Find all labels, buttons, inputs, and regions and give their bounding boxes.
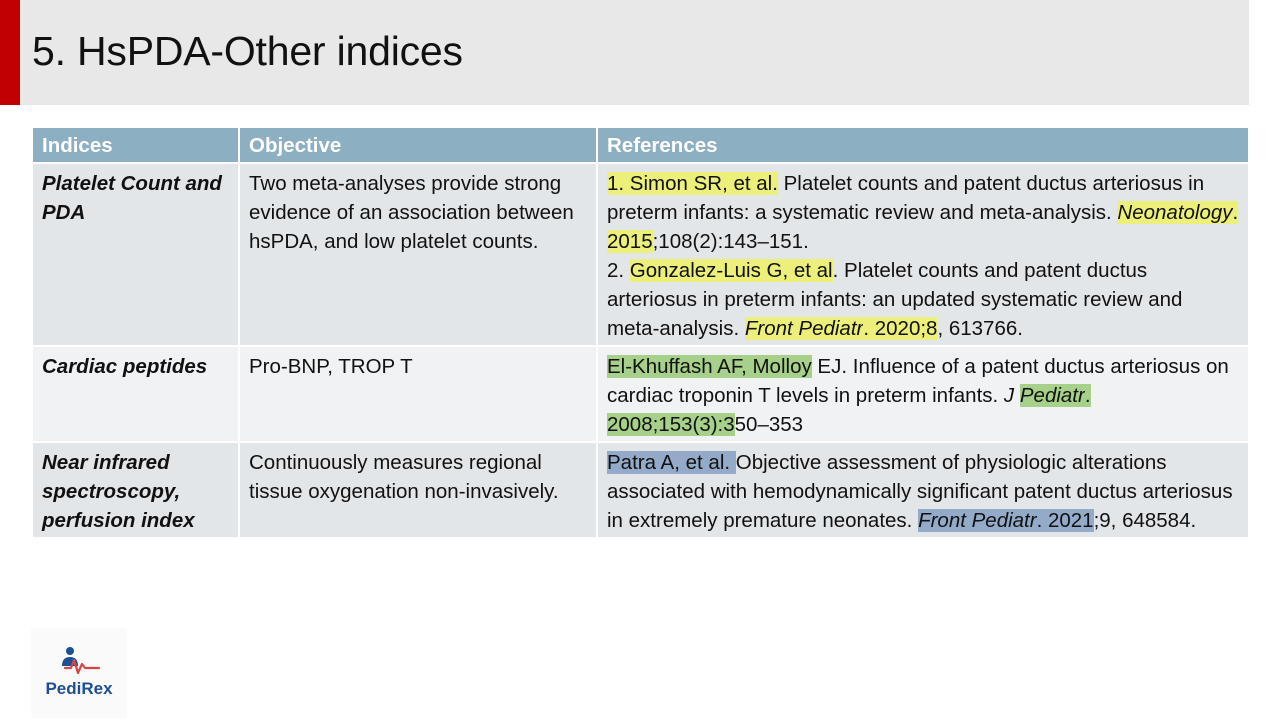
reference-journal: J [1003, 384, 1015, 407]
reference-tail: 50–353 [734, 413, 804, 436]
reference-highlight: Patra A, et al. [607, 451, 736, 474]
indices-table [33, 128, 1248, 539]
reference-year: . 2008;153(3):3 [607, 384, 1091, 436]
reference-tail: ;108(2):143–151. [652, 230, 809, 253]
reference-text: . Platelet counts and patent ductus arteriosus in preterm infants: an updated systematic review and meta-analysis. [607, 259, 1183, 340]
references-cell [597, 442, 1248, 538]
slide-title: 5. HsPDA-Other indices [32, 28, 463, 74]
reference-journal: Front Pediatr [918, 509, 1037, 532]
reference-text: EJ. Influence of a patent ductus arteriosus on cardiac troponin T levels in preterm infants. [607, 355, 1229, 407]
table-header-row [33, 128, 1248, 163]
objective-cell: Pro-BNP, TROP T [239, 346, 597, 442]
pedirex-logo [31, 628, 127, 718]
reference-journal: Pediatr [1019, 384, 1085, 407]
title-accent-bar [0, 0, 20, 105]
header-indices: Indices [33, 128, 239, 163]
reference-tail: , 613766. [937, 317, 1023, 340]
reference-journal: Neonatology [1117, 201, 1233, 224]
table-row-nirs [33, 442, 1248, 538]
index-cell: Near infrared spectroscopy, perfusion index [33, 442, 239, 538]
reference-text: Objective assessment of physiologic alterations associated with hemodynamically significant patent ductus arteriosus in extremely premature neonates. [607, 451, 1233, 532]
index-cell: Cardiac peptides [33, 346, 239, 442]
index-cell: Platelet Count and PDA [33, 163, 239, 346]
pediatric-heartbeat-icon [59, 646, 101, 676]
reference-year: . 2020;8 [863, 317, 938, 340]
reference-year: . 2015 [607, 201, 1239, 253]
reference-highlight: El-Khuffash AF, Molloy [607, 355, 812, 378]
table-row-platelet [33, 163, 1248, 346]
reference-text: Platelet counts and patent ductus arteriosus in preterm infants: a systematic review and meta-analysis. [607, 172, 1205, 224]
reference-year: . 2021 [1036, 509, 1094, 532]
reference-highlight: 1. Simon SR, et al. [607, 172, 778, 195]
references-cell [597, 346, 1248, 442]
reference-highlight: Gonzalez-Luis G, et al [629, 259, 833, 282]
objective-cell: Continuously measures regional tissue oxygenation non-invasively. [239, 442, 597, 538]
reference-journal: Front Pediatr [744, 317, 864, 340]
logo-text: PediRex [45, 679, 113, 698]
reference-tail: ;9, 648584. [1093, 509, 1197, 532]
reference-number: 2. [607, 259, 630, 282]
table-row-cardiac [33, 346, 1248, 442]
references-cell [597, 163, 1248, 346]
header-objective: Objective [239, 128, 597, 163]
header-references: References [597, 128, 1248, 163]
objective-cell: Two meta-analyses provide strong evidence of an association between hsPDA, and low platelet counts. [239, 163, 597, 346]
